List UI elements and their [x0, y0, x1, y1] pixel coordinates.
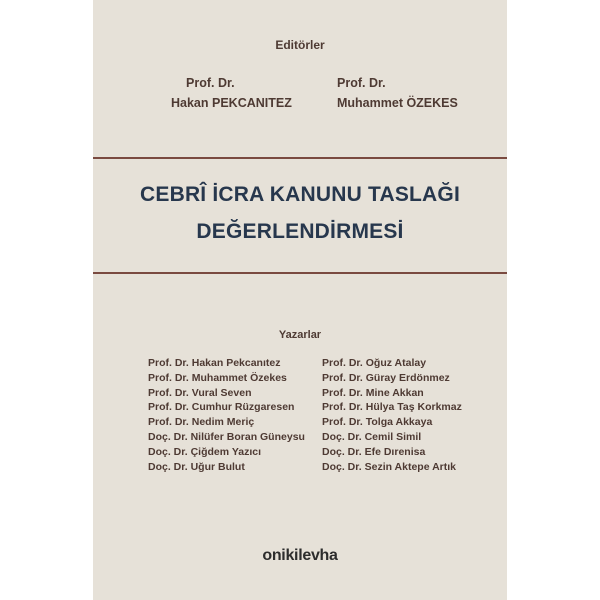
book-title-line-1: CEBRÎ İCRA KANUNU TASLAĞI	[140, 183, 460, 206]
editor-1-name: Hakan PEKCANITEZ	[171, 96, 292, 110]
authors-list-left	[148, 356, 305, 474]
authors-label: Yazarlar	[278, 329, 322, 341]
author-item: Doç. Dr. Nilüfer Boran Güneysu	[148, 430, 305, 443]
book-title-line-2: DEĞERLENDİRMESİ	[196, 220, 404, 243]
author-item: Doç. Dr. Uğur Bulut	[148, 460, 245, 473]
author-item: Doç. Dr. Cemil Simil	[322, 430, 422, 443]
book-title	[93, 176, 507, 250]
author-item: Prof. Dr. Mine Akkan	[322, 386, 424, 399]
authors-list-right	[322, 356, 462, 474]
bottom-divider	[93, 272, 507, 274]
publisher-logo: onikilevha	[262, 547, 338, 564]
editor-1-title: Prof. Dr.	[186, 76, 235, 90]
editor-2	[337, 73, 458, 113]
author-item: Doç. Dr. Efe Dırenisa	[322, 445, 426, 458]
author-item: Doç. Dr. Sezin Aktepe Artık	[322, 460, 457, 473]
author-item: Prof. Dr. Vural Seven	[148, 386, 252, 399]
author-item: Prof. Dr. Cumhur Rüzgaresen	[148, 401, 295, 414]
author-item: Prof. Dr. Nedim Meriç	[148, 416, 255, 429]
author-item: Prof. Dr. Tolga Akkaya	[322, 416, 433, 429]
editor-2-title: Prof. Dr.	[337, 76, 386, 90]
editors-label: Editörler	[275, 38, 325, 52]
book-cover	[93, 0, 507, 600]
author-item: Prof. Dr. Hakan Pekcanıtez	[148, 357, 281, 369]
author-item: Doç. Dr. Çiğdem Yazıcı	[148, 445, 262, 458]
top-divider	[93, 157, 507, 159]
editor-2-name: Muhammet ÖZEKES	[337, 96, 458, 110]
author-item: Prof. Dr. Muhammet Özekes	[148, 371, 287, 384]
author-item: Prof. Dr. Güray Erdönmez	[322, 371, 450, 384]
editor-1	[171, 73, 292, 113]
author-item: Prof. Dr. Hülya Taş Korkmaz	[322, 401, 462, 414]
author-item: Prof. Dr. Oğuz Atalay	[322, 357, 427, 369]
